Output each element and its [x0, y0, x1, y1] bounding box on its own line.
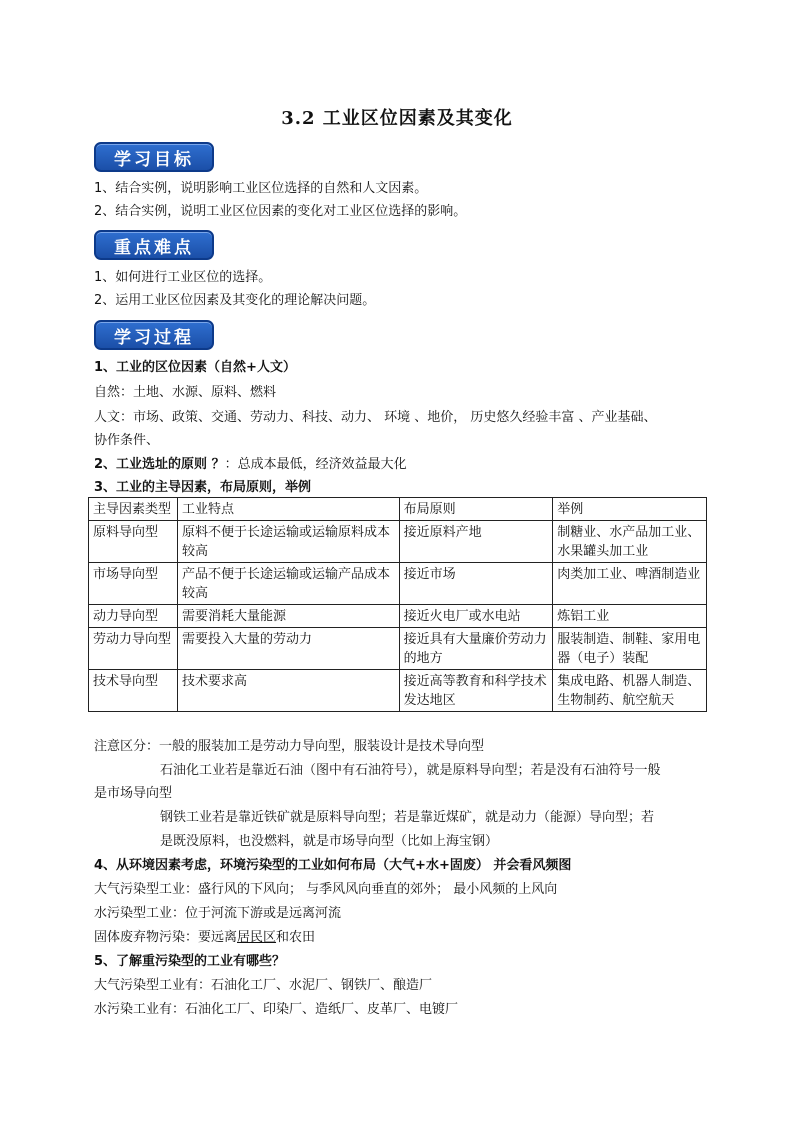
- human-factors-line-2: 协作条件、: [94, 433, 160, 448]
- note-1: 注意区分：一般的服装加工是劳动力导向型，服装设计是技术导向型: [94, 739, 485, 754]
- learning-process-banner: 学习过程: [94, 320, 214, 350]
- key-point-item-2: 2、运用工业区位因素及其变化的理论解决问题。: [94, 293, 376, 308]
- table-cell: 接近火电厂或水电站: [399, 605, 553, 628]
- table-cell: 原料不便于长途运输或运输原料成本较高: [178, 521, 400, 563]
- natural-factors: 自然：土地、水源、原料、燃料: [94, 385, 277, 400]
- table-row: [89, 605, 707, 628]
- note-2-line-1: 石油化工业若是靠近石油（图中有石油符号），就是原料导向型；若是没有石油符号一般: [160, 763, 661, 778]
- key-points-banner: 重点难点: [94, 230, 214, 260]
- table-cell: 制糖业、水产品加工业、水果罐头加工业: [553, 521, 707, 563]
- table-cell: 劳动力导向型: [89, 628, 178, 670]
- table-cell: 技术导向型: [89, 670, 178, 712]
- solid-waste-text-a: 固体废弃物污染：要远离: [94, 930, 238, 945]
- air-pollution-industries: 大气污染型工业有：石油化工厂、水泥厂、钢铁厂、酿造厂: [94, 978, 433, 993]
- heading-2: [94, 457, 407, 473]
- table-cell: 原料导向型: [89, 521, 178, 563]
- water-pollution-industries: 水污染工业有：石油化工厂、印染厂、造纸厂、皮革厂、电镀厂: [94, 1002, 459, 1017]
- heading-5: 5、了解重污染型的工业有哪些？: [94, 954, 286, 969]
- goal-item-2: 2、结合实例，说明工业区位因素的变化对工业区位选择的影响。: [94, 204, 467, 219]
- table-cell: 肉类加工业、啤酒制造业: [553, 563, 707, 605]
- solid-waste-layout: [94, 930, 315, 946]
- table-cell: 集成电路、机器人制造、生物制药、航空航天: [553, 670, 707, 712]
- table-row: [89, 563, 707, 605]
- water-pollution-layout: 水污染型工业：位于河流下游或是远离河流: [94, 906, 342, 921]
- heading-4: 4、从环境因素考虑，环境污染型的工业如何布局（大气+水+固废） 并会看风频图: [94, 858, 572, 873]
- key-point-item-1: 1、如何进行工业区位的选择。: [94, 270, 272, 285]
- table-cell: 炼铝工业: [553, 605, 707, 628]
- table-cell: 接近具有大量廉价劳动力的地方: [399, 628, 553, 670]
- table-cell: 接近市场: [399, 563, 553, 605]
- learning-goals-banner: 学习目标: [94, 142, 214, 172]
- heading-3: 3、工业的主导因素，布局原则，举例: [94, 480, 312, 495]
- table-cell: 需要投入大量的劳动力: [178, 628, 400, 670]
- heading-1: 1、工业的区位因素（自然+人文）: [94, 360, 296, 375]
- note-2-line-2: 是市场导向型: [94, 786, 173, 801]
- table-row: [89, 670, 707, 712]
- note-3-line-2: 是既没原料，也没燃料，就是市场导向型（比如上海宝钢）: [160, 834, 499, 849]
- solid-waste-underlined: 居民区: [237, 930, 277, 945]
- heading-2-answer: ：总成本最低，经济效益最大化: [224, 457, 407, 472]
- table-cell: 接近高等教育和科学技术发达地区: [399, 670, 553, 712]
- table-cell: 市场导向型: [89, 563, 178, 605]
- table-header-cell: 布局原则: [399, 498, 553, 521]
- table-header-cell: 举例: [553, 498, 707, 521]
- table-header-row: [89, 498, 707, 521]
- table-cell: 服装制造、制鞋、家用电器（电子）装配: [553, 628, 707, 670]
- page-title: 3.2 工业区位因素及其变化: [281, 108, 513, 129]
- table-cell: 产品不便于长途运输或运输产品成本较高: [178, 563, 400, 605]
- table-cell: 技术要求高: [178, 670, 400, 712]
- note-3-line-1: 钢铁工业若是靠近铁矿就是原料导向型；若是靠近煤矿，就是动力（能源）导向型；若: [160, 810, 655, 825]
- table-header-cell: 主导因素类型: [89, 498, 178, 521]
- table-cell: 动力导向型: [89, 605, 178, 628]
- goal-item-1: 1、结合实例，说明影响工业区位选择的自然和人文因素。: [94, 181, 428, 196]
- table-header-cell: 工业特点: [178, 498, 400, 521]
- table-cell: 接近原料产地: [399, 521, 553, 563]
- solid-waste-text-b: 和农田: [276, 930, 316, 945]
- table-cell: 需要消耗大量能源: [178, 605, 400, 628]
- air-pollution-layout: 大气污染型工业：盛行风的下风向； 与季风风向垂直的郊外； 最小风频的上风向: [94, 882, 558, 897]
- table-row: [89, 628, 707, 670]
- human-factors-line-1: 人文：市场、政策、交通、劳动力、科技、动力、 环境 、地价， 历史悠久经验丰富 、产业基础、: [94, 410, 657, 425]
- heading-2-question: 2、工业选址的原则 ？: [94, 457, 225, 472]
- table-row: [89, 521, 707, 563]
- industry-orientation-table: [88, 497, 707, 712]
